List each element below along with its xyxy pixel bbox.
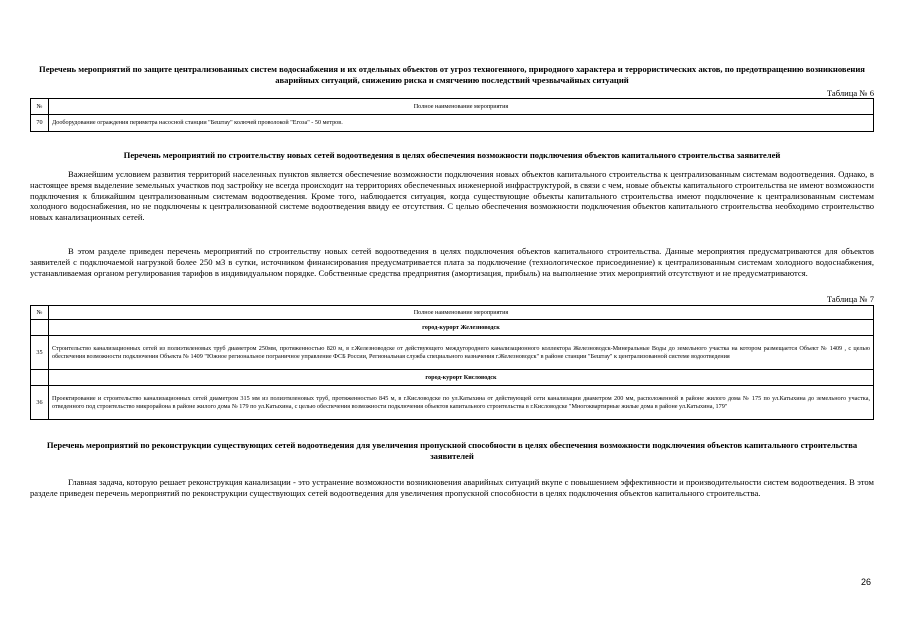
- row-number: 35: [31, 336, 49, 370]
- section-heading-reconstruction: Перечень мероприятий по реконструкции существующих сетей водоотведения для увеличения пропускной способности в целях обеспечения возможности подключения объектов капитального строительства заявителей: [46, 440, 858, 461]
- row-text: Строительство канализационных сетей из полиэтиленовых труб диаметром 250мм, протяженностью 820 м, в г.Железноводске от действующего междугороднего канализационного коллектора Железноводск-Минеральные Воды до земельного участка на котором размещается Объект № 1409 , с целью обеспечения возможности подключения Объекта № 1409 "Южное региональное пограничное управление ФСБ России, Региональная служба специального назначения г.Железноводск" в районе станции "Бештау" к централизованной системе водоотведения: [49, 336, 874, 370]
- col-num-header: №: [31, 99, 49, 115]
- table-6: [30, 98, 874, 132]
- col-num-header: №: [31, 306, 49, 320]
- section-heading-protection: Перечень мероприятий по защите централизованных систем водоснабжения и их отдельных объектов от угроз техногенного, природного характера и террористических актов, по предотвращению возникновения аварийных ситуаций, снижению риска и смягчению последствий чрезвычайных ситуаций: [39, 64, 865, 85]
- city-row-zheleznovodsk: [31, 320, 874, 336]
- table-row: [31, 386, 874, 420]
- table-row: [31, 336, 874, 370]
- paragraph-reconstruction: Главная задача, которую решает реконструкция канализации - это устранение возможности возникновения аварийных ситуаций вкупе с повышением эффективности и производительности систем водоотведения. В этом разделе приведен перечень мероприятий по реконструкции существующих сетей водоотведения для увеличения пропускной способности в целях подключения объектов капитального строительства.: [30, 477, 874, 498]
- table-header-row: [31, 99, 874, 115]
- table-label-6: Таблица № 6: [826, 88, 874, 98]
- table-label-7: Таблица № 7: [826, 294, 874, 304]
- page-number: 26: [860, 577, 871, 587]
- row-number: 70: [31, 115, 49, 132]
- city-name: город-курорт Железноводск: [49, 320, 874, 336]
- table-row: [31, 115, 874, 132]
- section-heading-new-networks: Перечень мероприятий по строительству новых сетей водоотведения в целях обеспечения возможности подключения объектов капитального строительства заявителей: [123, 150, 781, 160]
- table-7: [30, 305, 874, 420]
- col-name-header: Полное наименование мероприятия: [49, 99, 874, 115]
- city-name: город-курорт Кисловодск: [49, 370, 874, 386]
- row-text: Проектирование и строительство канализационных сетей диаметром 315 мм из полиэтиленовых труб, протяженностью 845 м, в г.Кисловодске по ул.Катыхина от действующей сети канализации диаметром 200 мм, расположенной в районе жилого дома № 175 по ул.Катыхина до земельного участка, отведенного под строительство микрорайона в районе жилого дома № 179 по ул.Катыхина, с целью обеспечения возможности подключения объектов капитального строительства в г.Кисловодске "Многоквартирные жилые дома в районе ул.Катыхина, 179": [49, 386, 874, 420]
- paragraph-conditions: Важнейшим условием развития территорий населенных пунктов является обеспечение возможности подключения новых объектов капитального строительства к централизованным системам водоотведения. Однако, в настоящее время выделение земельных участков под застройку не всегда происходит на территориях обеспеченных инженерной инфраструктурой, в связи с чем, новые объекты капитального строительства не имеют возможности подключения к ближайшим централизованным системам водоотведения. Кроме того, наблюдается ситуация, когда существующие объекты капитального строительства имеют подключение к централизованным системам холодного водоснабжения, но не подключены к централизованной системе водоотведения ввиду ее отсутствия. С целью обеспечения возможности подключения объектов капитального строительства необходимо строительство новых канализационных сетей.: [30, 169, 874, 223]
- city-row-kislovodsk: [31, 370, 874, 386]
- row-text: Дооборудование ограждения периметра насосной станции "Бештау" колючей проволокой "Егоза" - 50 метров.: [49, 115, 874, 132]
- col-name-header: Полное наименование мероприятия: [49, 306, 874, 320]
- row-number: 36: [31, 386, 49, 420]
- table-header-row: [31, 306, 874, 320]
- paragraph-list-intro: В этом разделе приведен перечень мероприятий по строительству новых сетей водоотведения в целях подключения объектов капитального строительства. Данные мероприятия предусматриваются для объектов заявителей с подключаемой нагрузкой более 250 м3 в сутки, источником финансирования предусматривается плата за подключение (технологическое присоединение) к централизованным системам холодного водоснабжения, устанавливаемая органом регулирования тарифов в индивидуальном порядке. Собственные средства предприятия (амортизация, прибыль) на выполнение этих мероприятий отсутствуют и не предусматриваются.: [30, 246, 874, 278]
